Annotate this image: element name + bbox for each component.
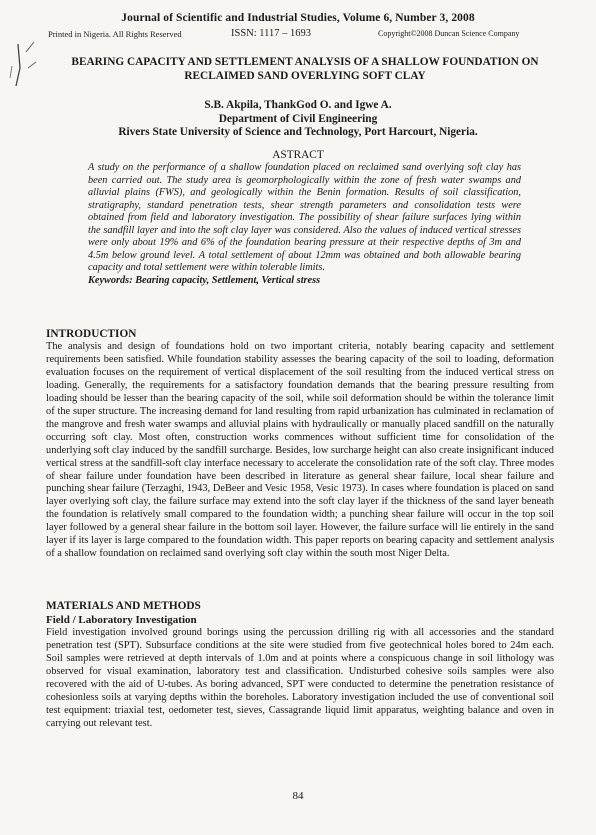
introduction-text: The analysis and design of foundations hold on two important criteria, notably bearing capacity and settlement requirements been satisfied. While foundation stability assesses the bearing capacity of the soil to loading, deformation evaluation focuses on the requirement of vertical displacement of the soil resulting from the induced vertical stress on loading. Generally, the requirements for a satisfactory foundation demands that the bearing pressure resulting from loading should be lesser than the bearing capacity of the soil, while soil deformation should be within the tolerance limit of the super structure. The increasing demand for land resulting from rapid urbanization has culminated in reclamation of the mangrove and fresh water swamps and alluvial plains with hydraulically or manually placed sandfill on the naturally occurring soft clay. Most often, construction works commences without sufficient time for consolidation of the underlying soft clay induced by the sandfill surcharge. Besides, low surcharge height can also create insignificant induced vertical stress at the sandfill-soft clay interface necessary to accelerate the consolidation rate of the soft clay. Three modes of shear failure under foundation have been described in literature as general shear failure, local shear failure and punching shear failure (Terzaghi, 1943, DeBeer and Vesic 1958, Vesic 1973). In cases where foundation is placed on sand layer overlying soft clay, the failure surface may extend into the soft clay layer if the thickness of the sand layer beneath the foundation is relatively small compared to the foundation width; a punching shear failure will occur in the top soil layer followed by a general shear failure in the bottom soil layer. However, the failure surface will lie entirely in the sand layer if its layer is large compared to the foundation width. This paper reports on bearing capacity and settlement analysis of a shallow foundation on reclaimed sand overlying soft clay within the south most Niger Delta.	[46, 341, 554, 560]
journal-title: Journal of Scientific and Industrial Studies, Volume 6, Number 3, 2008	[121, 12, 475, 24]
keywords: Keywords: Bearing capacity, Settlement, Vertical stress	[88, 274, 321, 286]
paper-title: BEARING CAPACITY AND SETTLEMENT ANALYSIS OF A SHALLOW FOUNDATION ON RECLAIMED SAND OVERLYING SOFT CLAY	[71, 56, 539, 82]
abstract-heading: ASTRACT	[272, 149, 324, 161]
materials-methods-heading: MATERIALS AND METHODS	[46, 600, 201, 612]
abstract-text: A study on the performance of a shallow foundation placed on reclaimed sand overlying soft clay has been carried out. The study area is geomorphologically within the zone of fresh water swamps and alluvial plains (FWS), and geologically within the Benin formation. Results of soil classification, stratigraphy, standard penetration tests, shear strength parameters and consolidation tests were obtained from field and laboratory investigation. The possibility of shear failure surfaces lying within the sandfill layer and into the soft clay layer was considered. Also the values of induced vertical stresses were only about 19% and 6% of the foundation bearing pressure at their respective depths of 3m and 4.5m below ground level. A total settlement of about 12mm was obtained and both allowable bearing capacity and total settlement were within tolerable limits.	[88, 162, 521, 273]
introduction-heading: INTRODUCTION	[46, 328, 137, 340]
abstract	[88, 162, 521, 287]
materials-methods-text: Field investigation involved ground borings using the percussion drilling rig with all accessories and the standard penetration test (SPT). Subsurface conditions at the site were studied from five geotechnical holes bored to 24m each. Soil samples were retrieved at depth intervals of 1.0m and at points where a conspicuous change in soil lithology was observed for visual examination, laboratory test and classification. Undisturbed cohesive soils samples were also recovered with the aid of U-tubes. As boring advanced, SPT were conducted to determine the penetration resistance of cohesionless soils at varying depths within the boreholes. Laboratory investigation included the use of conventional soil test equipment: triaxial test, oedometer test, sieves, Cassagrande liquid limit apparatus, weighting balance and oven in carrying out relevant test.	[46, 627, 554, 729]
issn: ISSN: 1117 – 1693	[231, 28, 312, 39]
pen-marks	[4, 38, 44, 98]
field-investigation-heading: Field / Laboratory Investigation	[46, 614, 197, 626]
university: Rivers State University of Science and Technology, Port Harcourt, Nigeria.	[118, 126, 478, 138]
printed-notice: Printed in Nigeria. All Rights Reserved	[48, 29, 182, 39]
copyright: Copyright©2008 Duncan Science Company	[378, 29, 520, 38]
department: Department of Civil Engineering	[218, 113, 378, 125]
page-number: 84	[292, 790, 304, 802]
authors: S.B. Akpila, ThankGod O. and Igwe A.	[204, 99, 392, 111]
